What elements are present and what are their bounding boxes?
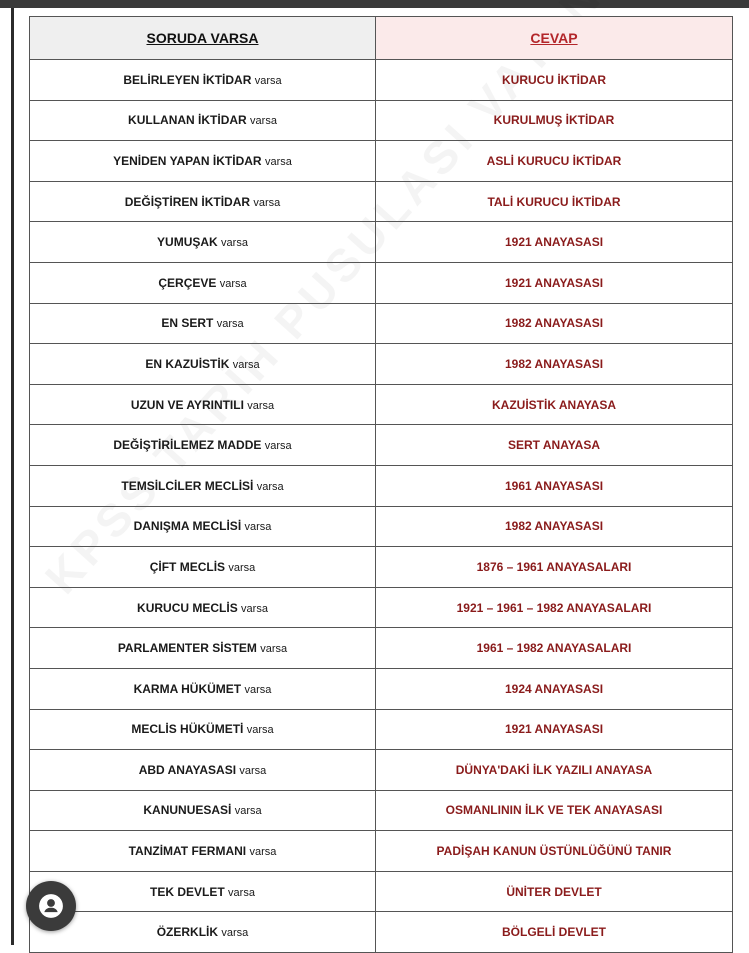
question-cell <box>30 628 376 669</box>
question-suffix: varsa <box>244 521 272 534</box>
answer-cell: KURULMUŞ İKTİDAR <box>376 100 733 141</box>
question-cell <box>30 141 376 182</box>
question-suffix: varsa <box>246 724 274 737</box>
account-button[interactable] <box>26 881 76 931</box>
question-suffix: varsa <box>234 805 262 818</box>
question-cell <box>30 262 376 303</box>
answer-cell: 1982 ANAYASASI <box>376 303 733 344</box>
question-suffix: varsa <box>228 561 256 574</box>
question-suffix: varsa <box>253 196 281 209</box>
answer-cell: 1982 ANAYASASI <box>376 506 733 547</box>
answer-cell: KAZUİSTİK ANAYASA <box>376 384 733 425</box>
table-row <box>30 425 733 466</box>
table-row <box>30 181 733 222</box>
answer-cell: 1924 ANAYASASI <box>376 668 733 709</box>
question-term: EN KAZUİSTİK <box>145 356 230 371</box>
question-suffix: varsa <box>256 480 284 493</box>
question-term: BELİRLEYEN İKTİDAR <box>123 72 252 87</box>
question-term: DEĞİŞTİREN İKTİDAR <box>124 194 251 209</box>
question-cell <box>30 100 376 141</box>
header-question: SORUDA VARSA <box>30 17 376 60</box>
answer-cell: ASLİ KURUCU İKTİDAR <box>376 141 733 182</box>
question-term: KANUNUESASİ <box>143 803 232 818</box>
question-cell <box>30 912 376 953</box>
question-cell <box>30 750 376 791</box>
question-term: YUMUŞAK <box>157 235 218 250</box>
question-cell <box>30 384 376 425</box>
answer-cell: KURUCU İKTİDAR <box>376 60 733 101</box>
question-suffix: varsa <box>250 115 277 128</box>
table-row <box>30 628 733 669</box>
answer-cell: OSMANLININ İLK VE TEK ANAYASASI <box>376 790 733 831</box>
table-row <box>30 384 733 425</box>
top-bar <box>0 0 749 8</box>
question-suffix: varsa <box>249 846 277 859</box>
user-icon <box>38 893 64 919</box>
question-term: ÇERÇEVE <box>158 275 217 290</box>
answer-cell: DÜNYA'DAKİ İLK YAZILI ANAYASA <box>376 750 733 791</box>
question-term: ÇİFT MECLİS <box>149 559 226 574</box>
table-row <box>30 303 733 344</box>
question-term: KURUCU MECLİS <box>137 600 238 615</box>
answer-cell: 1921 ANAYASASI <box>376 222 733 263</box>
question-suffix: varsa <box>264 440 292 453</box>
question-cell <box>30 831 376 872</box>
table-row <box>30 587 733 628</box>
question-term: TANZİMAT FERMANI <box>128 844 247 859</box>
answer-cell: 1961 – 1982 ANAYASALARI <box>376 628 733 669</box>
question-suffix: varsa <box>244 683 272 696</box>
question-suffix: varsa <box>221 927 249 940</box>
answer-cell: 1982 ANAYASASI <box>376 344 733 385</box>
question-cell <box>30 587 376 628</box>
table-row <box>30 831 733 872</box>
question-term: KULLANAN İKTİDAR <box>128 113 247 128</box>
table-header-row <box>30 17 733 60</box>
question-suffix: varsa <box>247 399 275 412</box>
table-row <box>30 100 733 141</box>
constitution-table <box>29 16 733 953</box>
question-suffix: varsa <box>216 318 244 331</box>
question-suffix: varsa <box>221 237 248 250</box>
question-term: ABD ANAYASASI <box>138 762 237 777</box>
table-row <box>30 790 733 831</box>
table-row <box>30 141 733 182</box>
question-cell <box>30 222 376 263</box>
question-cell <box>30 871 376 912</box>
table-row <box>30 60 733 101</box>
question-cell <box>30 181 376 222</box>
question-term: EN SERT <box>161 316 214 331</box>
answer-cell: 1921 ANAYASASI <box>376 709 733 750</box>
question-cell <box>30 790 376 831</box>
question-suffix: varsa <box>232 358 260 371</box>
answer-cell: 1921 ANAYASASI <box>376 262 733 303</box>
answer-cell: ÜNİTER DEVLET <box>376 871 733 912</box>
table-row <box>30 912 733 953</box>
question-cell <box>30 425 376 466</box>
question-term: KARMA HÜKÜMET <box>133 681 242 696</box>
table-row <box>30 750 733 791</box>
question-suffix: varsa <box>254 74 282 87</box>
question-cell <box>30 344 376 385</box>
table-row <box>30 547 733 588</box>
header-answer: CEVAP <box>376 17 733 60</box>
question-suffix: varsa <box>264 155 292 168</box>
question-term: DEĞİŞTİRİLEMEZ MADDE <box>113 438 262 453</box>
table-row <box>30 262 733 303</box>
question-term: TEK DEVLET <box>150 884 225 899</box>
question-term: PARLAMENTER SİSTEM <box>117 641 257 656</box>
table-row <box>30 465 733 506</box>
question-cell <box>30 709 376 750</box>
question-suffix: varsa <box>219 277 247 290</box>
answer-cell: TALİ KURUCU İKTİDAR <box>376 181 733 222</box>
table-body <box>30 60 733 953</box>
question-term: TEMSİLCİLER MECLİSİ <box>121 478 254 493</box>
question-cell <box>30 668 376 709</box>
answer-cell: 1961 ANAYASASI <box>376 465 733 506</box>
table-row <box>30 871 733 912</box>
question-cell <box>30 465 376 506</box>
question-suffix: varsa <box>228 886 255 899</box>
table-row <box>30 506 733 547</box>
question-term: DANIŞMA MECLİSİ <box>133 519 242 534</box>
answer-cell: 1921 – 1961 – 1982 ANAYASALARI <box>376 587 733 628</box>
answer-cell: 1876 – 1961 ANAYASALARI <box>376 547 733 588</box>
question-cell <box>30 547 376 588</box>
answer-cell: BÖLGELİ DEVLET <box>376 912 733 953</box>
table-row <box>30 344 733 385</box>
question-term: YENİDEN YAPAN İKTİDAR <box>113 153 262 168</box>
answer-cell: PADİŞAH KANUN ÜSTÜNLÜĞÜNÜ TANIR <box>376 831 733 872</box>
question-suffix: varsa <box>260 643 288 656</box>
table-row <box>30 668 733 709</box>
question-suffix: varsa <box>241 602 268 615</box>
table-row <box>30 222 733 263</box>
answer-cell: SERT ANAYASA <box>376 425 733 466</box>
question-suffix: varsa <box>239 764 267 777</box>
question-cell <box>30 506 376 547</box>
question-term: MECLİS HÜKÜMETİ <box>131 722 244 737</box>
question-cell <box>30 303 376 344</box>
table-row <box>30 709 733 750</box>
question-term: UZUN VE AYRINTILI <box>130 397 244 412</box>
question-term: ÖZERKLİK <box>156 925 219 940</box>
question-cell <box>30 60 376 101</box>
